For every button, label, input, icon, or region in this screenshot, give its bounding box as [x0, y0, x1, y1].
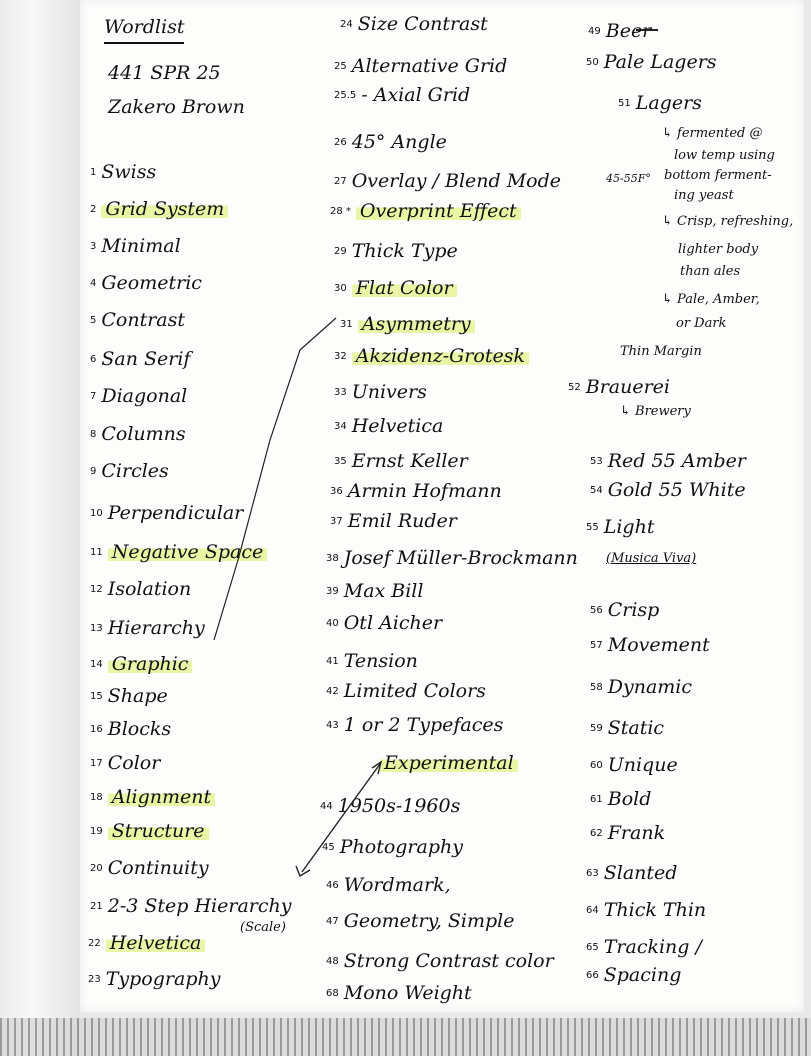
list-item: 17 Color — [90, 752, 161, 774]
binder-rings — [0, 1018, 811, 1056]
list-item: 32 Akzidenz-Grotesk — [334, 345, 529, 368]
list-item: 25.5 - Axial Grid — [334, 84, 471, 106]
list-item: 68 Mono Weight — [326, 982, 472, 1004]
list-item: 38 Josef Müller-Brockmann — [326, 547, 578, 569]
author-name: Zakero Brown — [108, 96, 245, 118]
list-item: 11 Negative Space — [90, 541, 267, 564]
list-item: 36 Armin Hofmann — [330, 480, 502, 502]
list-item: 24 Size Contrast — [340, 13, 488, 35]
list-item: 9 Circles — [90, 460, 169, 482]
list-item: 59 Static — [590, 717, 665, 739]
lager-note: low temp using — [674, 148, 775, 163]
list-item: 65 Tracking / — [586, 936, 702, 958]
list-item: 1 Swiss — [90, 161, 157, 183]
list-item: 16 Blocks — [90, 718, 172, 740]
list-item: 27 Overlay / Blend Mode — [334, 170, 562, 192]
list-item: 33 Univers — [334, 381, 427, 403]
list-item: 56 Crisp — [590, 599, 660, 621]
list-item: 20 Continuity — [90, 857, 209, 879]
list-item: 18 Alignment — [90, 786, 215, 809]
list-item: 39 Max Bill — [326, 580, 424, 602]
lager-note: or Dark — [676, 316, 727, 331]
list-item: 35 Ernst Keller — [334, 450, 468, 472]
list-item: 4 Geometric — [90, 272, 202, 294]
list-item: 30 Flat Color — [334, 277, 457, 300]
list-item: 14 Graphic — [90, 653, 192, 676]
list-item: 45 Photography — [322, 836, 463, 858]
list-item: 50 Pale Lagers — [586, 51, 717, 73]
list-item: 3 Minimal — [90, 235, 181, 257]
list-item: 61 Bold — [590, 788, 652, 810]
list-item: 60 Unique — [590, 754, 678, 776]
lager-note: ↳ Pale, Amber, — [662, 292, 760, 307]
binder-edge — [0, 0, 80, 1056]
lager-note: ↳ fermented @ — [662, 126, 763, 141]
list-item: 6 San Serif — [90, 348, 191, 370]
list-item: 12 Isolation — [90, 578, 192, 600]
list-item: 41 Tension — [326, 650, 418, 672]
musica-viva-note: (Musica Viva) — [606, 551, 697, 566]
list-item: 19 Structure — [90, 820, 209, 843]
list-item: 2 Grid System — [90, 198, 228, 221]
list-item: 44 1950s-1960s — [320, 795, 461, 817]
list-item: 63 Slanted — [586, 862, 678, 884]
list-item: 25 Alternative Grid — [334, 55, 508, 77]
list-item: 46 Wordmark, — [326, 874, 451, 896]
list-item: 23 Typography — [88, 968, 221, 990]
list-item: 42 Limited Colors — [326, 680, 486, 702]
list-item: 54 Gold 55 White — [590, 479, 746, 501]
list-item: 49 Beer — [588, 20, 652, 42]
lager-note: than ales — [680, 264, 741, 279]
page-title: Wordlist — [104, 16, 184, 44]
list-item: 43 1 or 2 Typefaces — [326, 714, 504, 736]
list-item: 7 Diagonal — [90, 385, 188, 407]
scale-note: (Scale) — [240, 920, 286, 935]
list-item: 15 Shape — [90, 685, 168, 707]
list-item: 34 Helvetica — [334, 415, 444, 437]
list-item: 5 Contrast — [90, 309, 186, 331]
thin-margin-note: Thin Margin — [620, 344, 702, 359]
list-item: 64 Thick Thin — [586, 899, 707, 921]
list-item: 66 Spacing — [586, 964, 682, 986]
list-item: 22 Helvetica — [88, 932, 205, 955]
list-item: 51 Lagers — [618, 92, 702, 114]
list-item: 40 Otl Aicher — [326, 612, 443, 634]
list-item: 29 Thick Type — [334, 240, 458, 262]
list-item: 10 Perpendicular — [90, 502, 244, 524]
brauerei-note: 52 Brauerei — [568, 376, 670, 398]
list-item: 62 Frank — [590, 822, 666, 844]
list-item: 21 2-3 Step Hierarchy — [90, 895, 292, 917]
list-item: 28 * Overprint Effect — [330, 200, 521, 223]
brewery-note: ↳ Brewery — [620, 404, 691, 419]
list-item: 48 Strong Contrast color — [326, 950, 554, 972]
list-item: 53 Red 55 Amber — [590, 450, 746, 472]
list-item: 55 Light — [586, 516, 655, 538]
list-item: 58 Dynamic — [590, 676, 693, 698]
experimental-note: Experimental — [380, 752, 518, 774]
list-item: 57 Movement — [590, 634, 710, 656]
list-item: 47 Geometry, Simple — [326, 910, 515, 932]
list-item: 37 Emil Ruder — [330, 510, 457, 532]
list-item: 13 Hierarchy — [90, 617, 205, 639]
lager-note: lighter body — [678, 242, 759, 257]
list-item: 8 Columns — [90, 423, 186, 445]
temp-note: 45-55F° — [606, 172, 651, 185]
lager-note: ↳ Crisp, refreshing, — [662, 214, 794, 229]
lager-note: ing yeast — [674, 188, 734, 203]
course-code: 441 SPR 25 — [108, 62, 221, 84]
lager-note: bottom ferment- — [664, 168, 772, 183]
list-item: 26 45° Angle — [334, 131, 447, 153]
list-item: 31 Asymmetry — [340, 313, 475, 336]
